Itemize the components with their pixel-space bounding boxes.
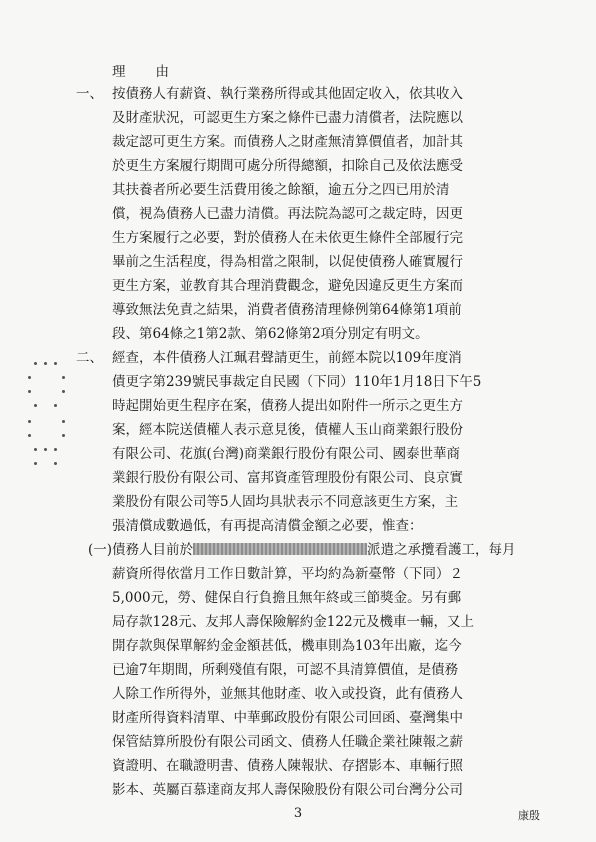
section-1-line: 更生方案，並教育其合理消費觀念，避免因違反更生方案而 xyxy=(112,278,463,294)
section-2-line: 業股份有限公司等5人固均具狀表示不同意該更生方案，主 xyxy=(112,494,459,510)
section-1-line: 償，視為債務人已盡力清償。再法院為認可之裁定時，因更 xyxy=(112,206,463,222)
clerk-stamp: 康殷 xyxy=(518,809,540,822)
section-1-line: 畢前之生活程度，得為相當之限制，以促使債務人確實履行 xyxy=(112,254,463,270)
section-2-line: 經查，本件債務人江珮君聲請更生，前經本院以109年度消 xyxy=(112,350,462,366)
section-1-line: 生方案履行之必要，對於債務人在未依更生條件全部履行完 xyxy=(112,230,463,246)
section-2-line: 時起開始更生程序在案，債務人提出如附件一所示之更生方 xyxy=(112,398,463,414)
section-2-line: 業銀行股份有限公司、富邦資產管理股份有限公司、良京實 xyxy=(112,470,463,486)
section-2-line: 有限公司、花旗(台灣)商業銀行股份有限公司、國泰世華商 xyxy=(112,446,461,462)
section-2-line: 張清償成數過低，有再提高清償金額之必要，惟查： xyxy=(112,518,423,534)
section-2-marker: 二、 xyxy=(76,350,103,366)
section-1-line: 裁定認可更生方案。而債務人之財產無清算價值者，加計其 xyxy=(112,134,463,150)
section-1-line: 其扶養者所必要生活費用後之餘額，逾五分之四已用於清 xyxy=(112,182,450,198)
redacted-employer-1 xyxy=(193,543,309,555)
binding-holes xyxy=(28,362,70,474)
sub-item-1-line: 人除工作所得外，並無其他財產、收入或投資，此有債務人 xyxy=(112,686,463,702)
redacted-employer-2 xyxy=(309,543,367,555)
sub-item-1-text-before: 債務人目前於 xyxy=(112,542,193,558)
sub-item-1-marker: (一) xyxy=(88,542,113,558)
section-1-line: 於更生方案履行期間可處分所得總額，扣除自己及依法應受 xyxy=(112,158,463,174)
sub-item-1-line: 影本、英屬百慕達商友邦人壽保險股份有限公司台灣分公司 xyxy=(112,782,463,798)
section-1-line: 導致無法免責之結果，消費者債務清理條例第64條第1項前 xyxy=(112,302,462,318)
section-1-line: 段、第64條之1第2款、第62條第2項分別定有明文。 xyxy=(112,326,429,342)
sub-item-1-line: 開存款與保單解約金金額甚低，機車則為103年出廠，迄今 xyxy=(112,638,462,654)
section-1-marker: 一、 xyxy=(76,86,103,102)
section-2-line: 債更字第239號民事裁定自民國（下同）110年1月18日下午5 xyxy=(112,374,482,390)
sub-item-1-line: 保管結算所股份有限公司函文、債務人任職企業社陳報之薪 xyxy=(112,734,463,750)
sub-item-1-line: 薪資所得依當月工作日數計算，平均約為新臺幣（下同）２ xyxy=(112,566,463,582)
section-1-line: 及財產狀況，可認更生方案之條件已盡力清償者，法院應以 xyxy=(112,110,463,126)
section-heading: 理由 xyxy=(112,64,199,80)
section-1-line: 按債務人有薪資、執行業務所得或其他固定收入，依其收入 xyxy=(112,86,463,102)
sub-item-1-line: 5,000元，勞、健保自行負擔且無年終或三節獎金。另有郵 xyxy=(112,590,462,606)
sub-item-1-first-line xyxy=(112,542,570,558)
sub-item-1-line: 資證明、在職證明書、債務人陳報狀、存摺影本、車輛行照 xyxy=(112,758,463,774)
page-number: 3 xyxy=(293,806,303,821)
sub-item-1-line: 財產所得資料清單、中華郵政股份有限公司回函、臺灣集中 xyxy=(112,710,463,726)
sub-item-1-line: 局存款128元、友邦人壽保險解約金122元及機車一輛，又上 xyxy=(112,614,475,630)
sub-item-1-text-after: 派遣之承攬看護工，每月 xyxy=(367,542,516,558)
section-2-line: 案，經本院送債權人表示意見後，債權人玉山商業銀行股份 xyxy=(112,422,463,438)
sub-item-1-line: 已逾7年期間，所剩殘值有限，可認不具清算價值，是債務 xyxy=(112,662,459,678)
